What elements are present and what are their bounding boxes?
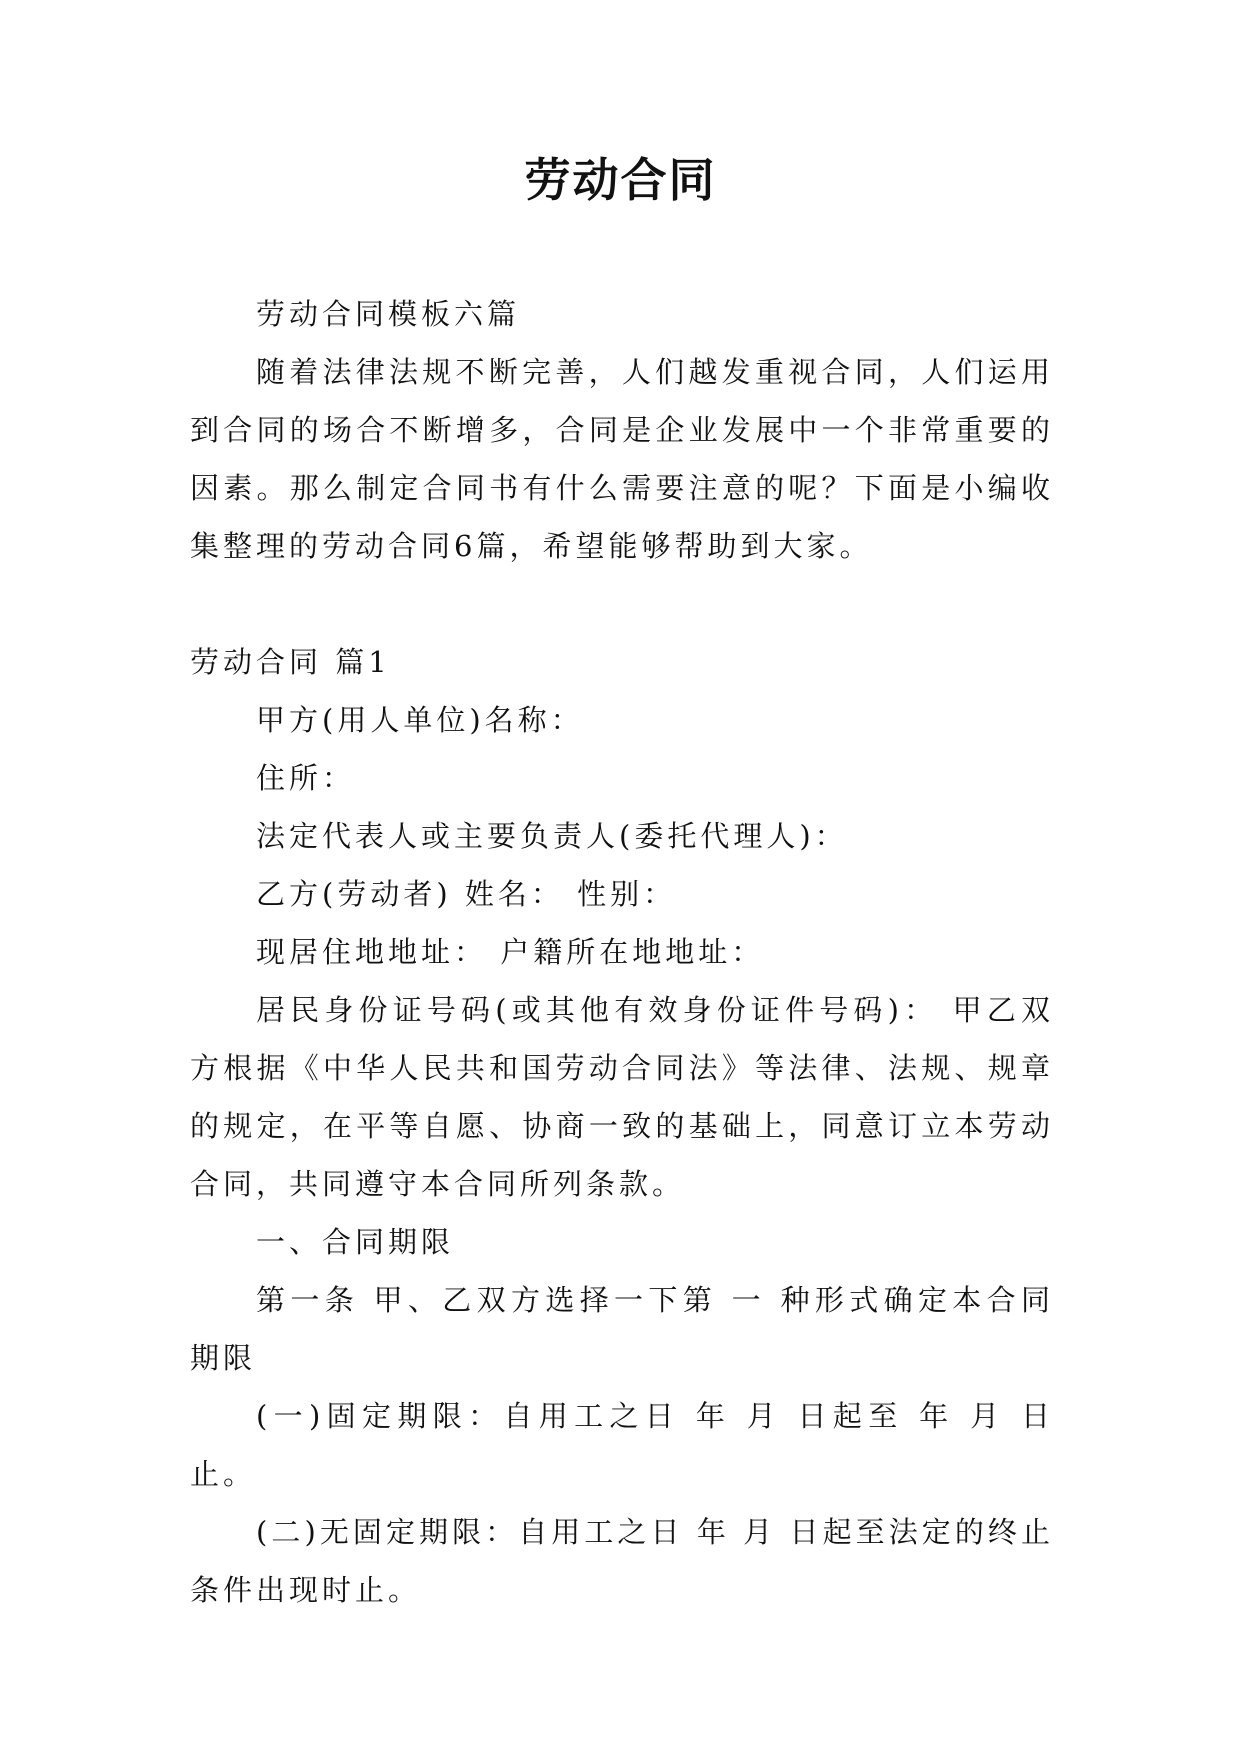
term-heading: 一、合同期限 — [256, 1225, 455, 1259]
spacer — [190, 575, 1054, 633]
open-term-clause: (二)无固定期限：自用工之日 年 月 日起至法定的终止条件出现时止。 — [190, 1515, 1054, 1607]
party-a-name: 甲方(用人单位)名称： — [256, 703, 584, 737]
document-title: 劳动合同 — [524, 153, 717, 207]
current-address-line: 现居住地地址： 户籍所在地地址： — [256, 935, 765, 969]
fixed-term-clause: (一)固定期限：自用工之日 年 月 日起至 年 月 日止。 — [190, 1399, 1054, 1491]
document-body — [190, 285, 1054, 1619]
article-one: 第一条 甲、乙双方选择一下第 一 种形式确定本合同期限 — [190, 1283, 1054, 1375]
id-number-paragraph: 居民身份证号码(或其他有效身份证件号码)： 甲乙双方根据《中华人民共和国劳动合同法》等法律、法规、规章的规定，在平等自愿、协商一致的基础上，同意订立本劳动合同，共同遵守本合同所列条款。 — [190, 993, 1054, 1201]
legal-representative: 法定代表人或主要负责人(委托代理人)： — [256, 819, 848, 853]
subtitle: 劳动合同模板六篇 — [256, 297, 521, 331]
intro-paragraph: 随着法律法规不断完善，人们越发重视合同，人们运用到合同的场合不断增多，合同是企业发展中一个非常重要的因素。那么制定合同书有什么需要注意的呢？下面是小编收集整理的劳动合同6篇，希望能够帮助到大家。 — [190, 355, 1054, 563]
party-b-line: 乙方(劳动者) 姓名： 性别： — [256, 877, 677, 911]
section-heading: 劳动合同 篇1 — [190, 645, 391, 679]
address-line: 住所： — [256, 761, 356, 795]
